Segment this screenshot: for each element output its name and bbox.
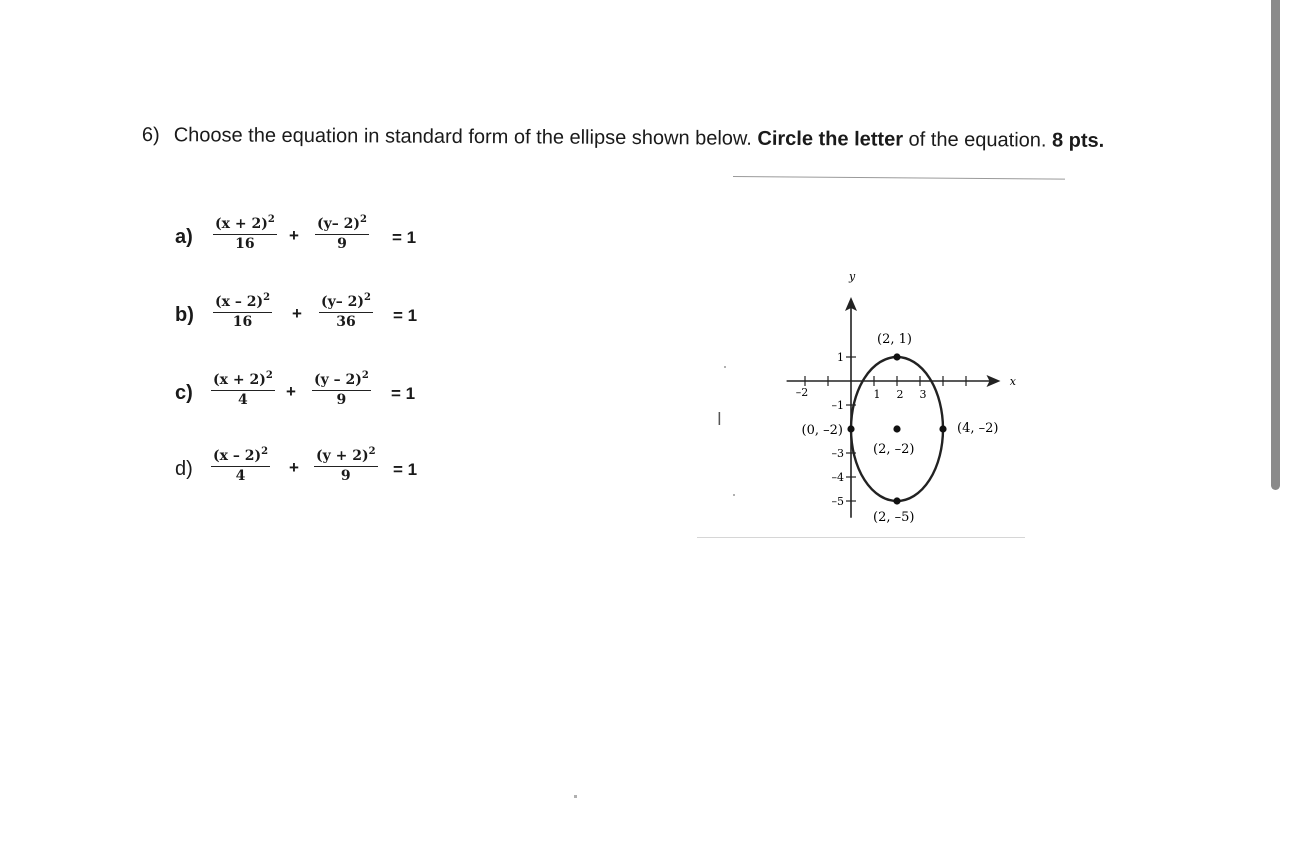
denominator: 16 (235, 236, 255, 252)
x-tick-label: 2 (896, 388, 904, 401)
point-label: (2, –2) (873, 442, 915, 457)
exponent: 2 (265, 370, 273, 381)
point-label: (4, –2) (957, 421, 999, 436)
option-letter: d) (175, 458, 193, 480)
numerator: (y + 2) (316, 448, 369, 464)
numerator: (x – 2) (215, 294, 264, 310)
point-marker (939, 425, 946, 432)
fraction-y-term (312, 372, 371, 408)
exponent: 2 (361, 370, 369, 381)
option-c[interactable] (175, 372, 455, 422)
y-tick-label: –3 (831, 447, 844, 460)
question-number: 6) (141, 124, 160, 147)
question-text-part1: Choose the equation in standard form of the ellipse shown below. (173, 124, 758, 150)
point-label: (2, 1) (877, 332, 912, 347)
y-tick-label: –1 (831, 399, 844, 412)
exponent: 2 (364, 292, 371, 303)
option-d[interactable] (175, 448, 455, 498)
plus-sign: + (289, 458, 299, 477)
numerator: (x – 2) (213, 448, 262, 464)
y-tick-label: 1 (837, 351, 844, 364)
plus-sign: + (286, 382, 296, 401)
equals-one: = 1 (393, 460, 418, 479)
stray-mark: l (717, 410, 722, 430)
denominator: 9 (336, 392, 347, 408)
fraction-x-term (213, 216, 277, 252)
option-b[interactable] (175, 294, 455, 344)
point-label: (0, –2) (801, 423, 843, 438)
scrollbar[interactable] (1271, 0, 1280, 490)
exponent: 2 (267, 214, 275, 225)
plus-sign: + (292, 304, 302, 323)
exponent: 2 (360, 214, 367, 225)
denominator: 4 (238, 392, 248, 408)
point-label: (2, –5) (873, 510, 915, 525)
exponent: 2 (263, 292, 271, 303)
option-letter: a) (175, 226, 193, 248)
question-text (142, 124, 1104, 153)
denominator: 36 (336, 314, 356, 330)
question-emphasis: Circle the letter (757, 127, 904, 151)
denominator: 4 (235, 468, 246, 484)
fraction-x-term (211, 448, 270, 484)
x-axis-label: x (1009, 375, 1016, 388)
question-text-part2: of the equation. (902, 128, 1053, 152)
x-tick-label: 1 (873, 388, 881, 401)
denominator: 9 (340, 468, 351, 484)
speck (574, 795, 577, 798)
numerator: (x + 2) (215, 216, 268, 232)
numerator: (y – 2) (314, 372, 362, 388)
fraction-y-term (315, 216, 369, 252)
point-marker (893, 425, 900, 432)
numerator: (y– 2) (321, 294, 364, 310)
fraction-y-term (314, 448, 378, 484)
option-letter: b) (175, 304, 194, 326)
fraction-x-term (211, 372, 275, 408)
y-tick-label: –5 (831, 495, 844, 508)
x-tick-label: –2 (795, 386, 809, 399)
point-marker (893, 497, 900, 504)
equals-one: = 1 (392, 228, 417, 247)
plus-sign: + (289, 226, 299, 245)
denominator: 16 (232, 314, 253, 330)
y-tick-label: –4 (831, 471, 844, 484)
option-a[interactable] (175, 216, 455, 266)
equals-one: = 1 (391, 384, 416, 403)
exponent: 2 (368, 446, 376, 457)
x-tick-label: 3 (919, 388, 927, 401)
ellipse-graph (690, 270, 1030, 535)
point-marker (847, 425, 854, 432)
faint-line (697, 537, 1025, 538)
point-marker (893, 353, 900, 360)
y-axis-label: y (849, 270, 856, 284)
exponent: 2 (261, 446, 269, 457)
numerator: (y– 2) (317, 216, 360, 232)
fraction-y-term (319, 294, 373, 330)
numerator: (x + 2) (213, 372, 266, 388)
option-letter: c) (175, 382, 193, 404)
fraction-x-term (213, 294, 272, 330)
underline-mark (733, 176, 1065, 180)
question-points: 8 pts. (1051, 129, 1105, 152)
equals-one: = 1 (393, 306, 418, 325)
denominator: 9 (337, 236, 347, 252)
